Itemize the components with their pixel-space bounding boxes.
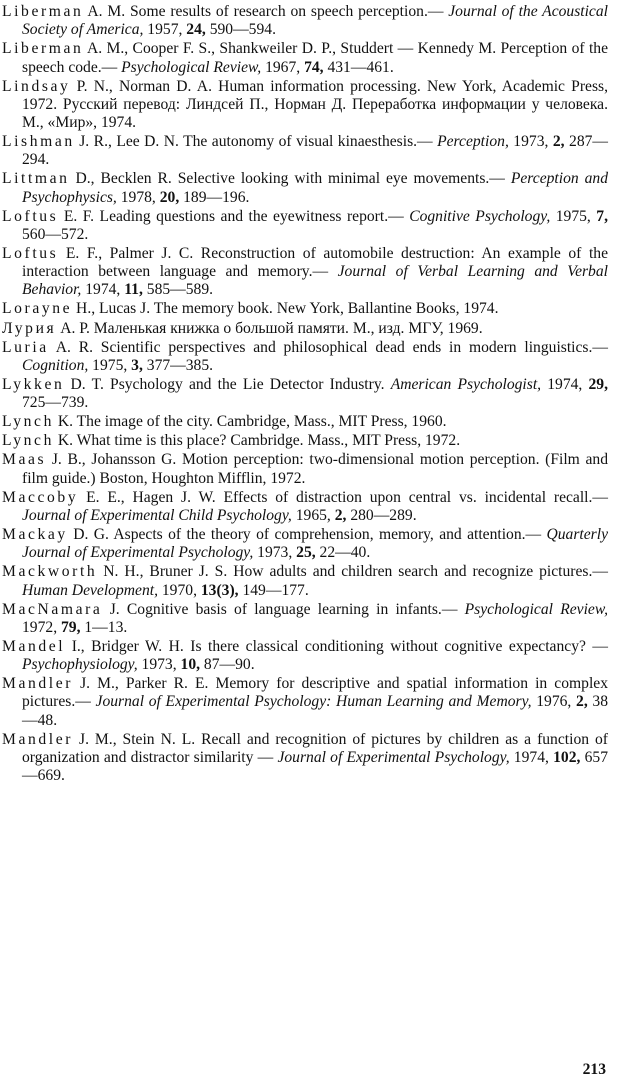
- reference-author: MacNamara: [2, 600, 103, 618]
- reference-journal: Cognitive Psychology,: [409, 207, 551, 225]
- reference-pages: 657—669.: [22, 748, 608, 785]
- reference-journal: Psychophysiology,: [22, 656, 138, 674]
- reference-author: Loftus: [2, 244, 59, 262]
- reference-entry: [2, 601, 608, 637]
- reference-entry: [2, 245, 608, 300]
- reference-author: Liberman: [2, 3, 84, 20]
- reference-author: Lindsay: [2, 77, 71, 95]
- reference-text: A. M., Cooper F. S., Shankweiler D. P., Studdert — Kennedy M. Perception of the speech code.—: [22, 40, 608, 76]
- reference-text: А. Р. Маленькая книжка о большой памяти. М., изд. МГУ, 1969.: [56, 319, 483, 337]
- reference-text: J. M., Parker R. E. Memory for descriptive and spatial information in complex pictures.—: [22, 675, 608, 711]
- reference-entry: [2, 300, 608, 318]
- reference-journal: American Psychologist,: [390, 375, 542, 393]
- reference-author: Lykken: [2, 375, 65, 393]
- reference-entry: [2, 3, 608, 39]
- reference-volume: 10,: [180, 656, 201, 674]
- reference-text: E. F. Leading questions and the eyewitness report.—: [58, 207, 410, 225]
- reference-author: Littman: [2, 170, 70, 188]
- reference-author: Mandler: [2, 675, 74, 693]
- reference-year: 1967,: [261, 58, 305, 76]
- reference-journal: Psychological Review,: [121, 58, 262, 76]
- reference-entry: [2, 40, 608, 76]
- reference-author: Lorayne: [2, 300, 73, 318]
- reference-text: J. Cognitive basis of language learning in infants.—: [102, 600, 465, 618]
- reference-journal: Journal of Experimental Psychology: Human Learning and Memory,: [95, 693, 532, 711]
- reference-year: 1973,: [137, 656, 181, 674]
- reference-author: Luria: [2, 338, 49, 356]
- reference-volume: 20,: [159, 188, 180, 206]
- reference-entry: [2, 78, 608, 133]
- reference-journal: Human Development,: [22, 581, 158, 599]
- reference-volume: 2,: [552, 133, 565, 151]
- reference-volume: 79,: [60, 618, 81, 636]
- reference-year: 1975,: [88, 356, 132, 374]
- reference-entry: [2, 489, 608, 525]
- reference-author: Mandel: [2, 637, 66, 655]
- reference-pages: 38—48.: [22, 693, 608, 729]
- reference-journal: Journal of Verbal Learning and Verbal Behavior,: [22, 263, 608, 299]
- reference-text: A. R. Scientific perspectives and philosophical dead ends in modern linguistics.—: [48, 338, 608, 356]
- reference-author: Lynch: [2, 413, 54, 431]
- reference-pages: 585—589.: [142, 281, 214, 299]
- reference-text: J. B., Johansson G. Motion perception: two-dimensional motion perception. (Film and film guide.) Boston, Houghton Mifflin, 1972.: [22, 451, 608, 487]
- reference-text: J. R., Lee D. N. The autonomy of visual kinaesthesis.—: [74, 133, 438, 151]
- reference-pages: 590—594.: [205, 21, 276, 39]
- reference-entry: [2, 563, 608, 599]
- reference-text: K. What time is this place? Cambridge. Mass., MIT Press, 1972.: [53, 432, 461, 450]
- reference-volume: 25,: [296, 544, 316, 562]
- reference-entry: [2, 133, 608, 169]
- reference-volume: 29,: [588, 375, 608, 393]
- reference-pages: 280—289.: [346, 506, 417, 524]
- reference-year: 1974,: [81, 281, 125, 299]
- reference-volume: 102,: [553, 748, 581, 766]
- reference-text: N. H., Bruner J. S. How adults and children search and recognize pictures.—: [97, 563, 608, 581]
- reference-author: Lynch: [2, 432, 54, 450]
- reference-text: D. T. Psychology and the Lie Detector Industry.: [64, 375, 391, 393]
- reference-journal: Journal of Experimental Child Psychology,: [22, 506, 292, 524]
- reference-pages: 22—40.: [315, 544, 371, 562]
- reference-year: 1973,: [508, 133, 553, 151]
- reference-entry: [2, 413, 608, 431]
- reference-text: I., Bridger W. H. Is there classical conditioning without cognitive expectancy? —: [65, 637, 608, 655]
- reference-entry: [2, 376, 608, 412]
- reference-entry: [2, 675, 608, 730]
- reference-author: Lishman: [2, 133, 75, 151]
- reference-year: 1974,: [509, 748, 554, 766]
- reference-pages: 431—461.: [323, 58, 394, 76]
- reference-volume: 7,: [596, 207, 608, 225]
- reference-entry: [2, 208, 608, 244]
- reference-text: D. G. Aspects of the theory of comprehension, memory, and attention.—: [67, 526, 547, 544]
- reference-author: Liberman: [2, 40, 84, 58]
- reference-text: P. N., Norman D. A. Human information processing. New York, Academic Press, 1972. Русский перевод: Линдсей П., Норман Д. Переработка информации у человека. М., «Мир», 1974.: [22, 77, 608, 131]
- reference-year: 1976,: [531, 693, 577, 711]
- reference-entry: [2, 339, 608, 375]
- page-number: 213: [582, 1061, 606, 1078]
- reference-journal: Journal of the Acoustical Society of America,: [22, 3, 608, 39]
- reference-pages: 287—294.: [22, 133, 609, 169]
- reference-year: 1957,: [143, 21, 187, 39]
- reference-pages: 149—177.: [238, 581, 309, 599]
- reference-volume: 11,: [124, 281, 143, 299]
- reference-year: 1973,: [253, 544, 297, 562]
- reference-year: 1974,: [541, 375, 589, 393]
- reference-text: A. M. Some results of research on speech perception.—: [83, 3, 449, 20]
- reference-author: Лурия: [2, 319, 57, 337]
- reference-text: D., Becklen R. Selective looking with minimal eye movements.—: [69, 170, 511, 188]
- reference-entry: [2, 731, 608, 786]
- reference-journal: Psychological Review,: [464, 600, 608, 618]
- reference-entry: [2, 526, 608, 562]
- reference-author: Loftus: [2, 207, 59, 225]
- reference-entry: [2, 638, 608, 674]
- reference-volume: 74,: [304, 58, 324, 76]
- reference-journal: Cognition,: [22, 356, 89, 374]
- reference-entry: [2, 320, 608, 338]
- reference-author: Mackworth: [2, 563, 98, 581]
- reference-journal: Journal of Experimental Psychology,: [277, 748, 510, 766]
- reference-pages: 189—196.: [179, 188, 250, 206]
- reference-volume: 3,: [131, 356, 143, 374]
- reference-author: Mackay: [2, 526, 68, 544]
- reference-journal: Perception,: [437, 133, 509, 151]
- reference-volume: 13(3),: [200, 581, 239, 599]
- reference-year: 1978,: [116, 188, 160, 206]
- reference-text: H., Lucas J. The memory book. New York, Ballantine Books, 1974.: [72, 300, 499, 318]
- reference-volume: 2,: [334, 506, 347, 524]
- reference-year: 1972,: [22, 618, 61, 636]
- reference-pages: 87—90.: [200, 656, 255, 674]
- reference-author: Mandler: [2, 730, 74, 748]
- reference-pages: 1—13.: [80, 618, 128, 636]
- reference-pages: 377—385.: [142, 356, 214, 374]
- reference-author: Maccoby: [2, 488, 79, 506]
- reference-list: [2, 3, 608, 786]
- reference-entry: [2, 170, 608, 206]
- reference-year: 1970,: [157, 581, 201, 599]
- reference-text: E. F., Palmer J. C. Reconstruction of automobile destruction: An example of the interaction between language and memory.—: [22, 244, 608, 281]
- reference-text: J. M., Stein N. L. Recall and recognition of pictures by children as a function of organization and distractor similarity —: [22, 730, 608, 766]
- reference-volume: 2,: [576, 693, 588, 711]
- reference-volume: 24,: [186, 21, 206, 39]
- reference-author: Maas: [2, 451, 47, 469]
- reference-pages: 725—739.: [22, 394, 89, 412]
- reference-text: E. E., Hagen J. W. Effects of distraction upon central vs. incidental recall.—: [78, 488, 608, 506]
- reference-text: K. The image of the city. Cambridge, Mass., MIT Press, 1960.: [53, 413, 447, 431]
- reference-journal: Quarterly Journal of Experimental Psychology,: [22, 526, 608, 562]
- reference-pages: 560—572.: [22, 225, 89, 243]
- reference-year: 1975,: [550, 207, 597, 225]
- reference-entry: [2, 432, 608, 450]
- reference-journal: Perception and Psychophysics,: [22, 170, 608, 206]
- reference-entry: [2, 451, 608, 487]
- reference-year: 1965,: [291, 506, 335, 524]
